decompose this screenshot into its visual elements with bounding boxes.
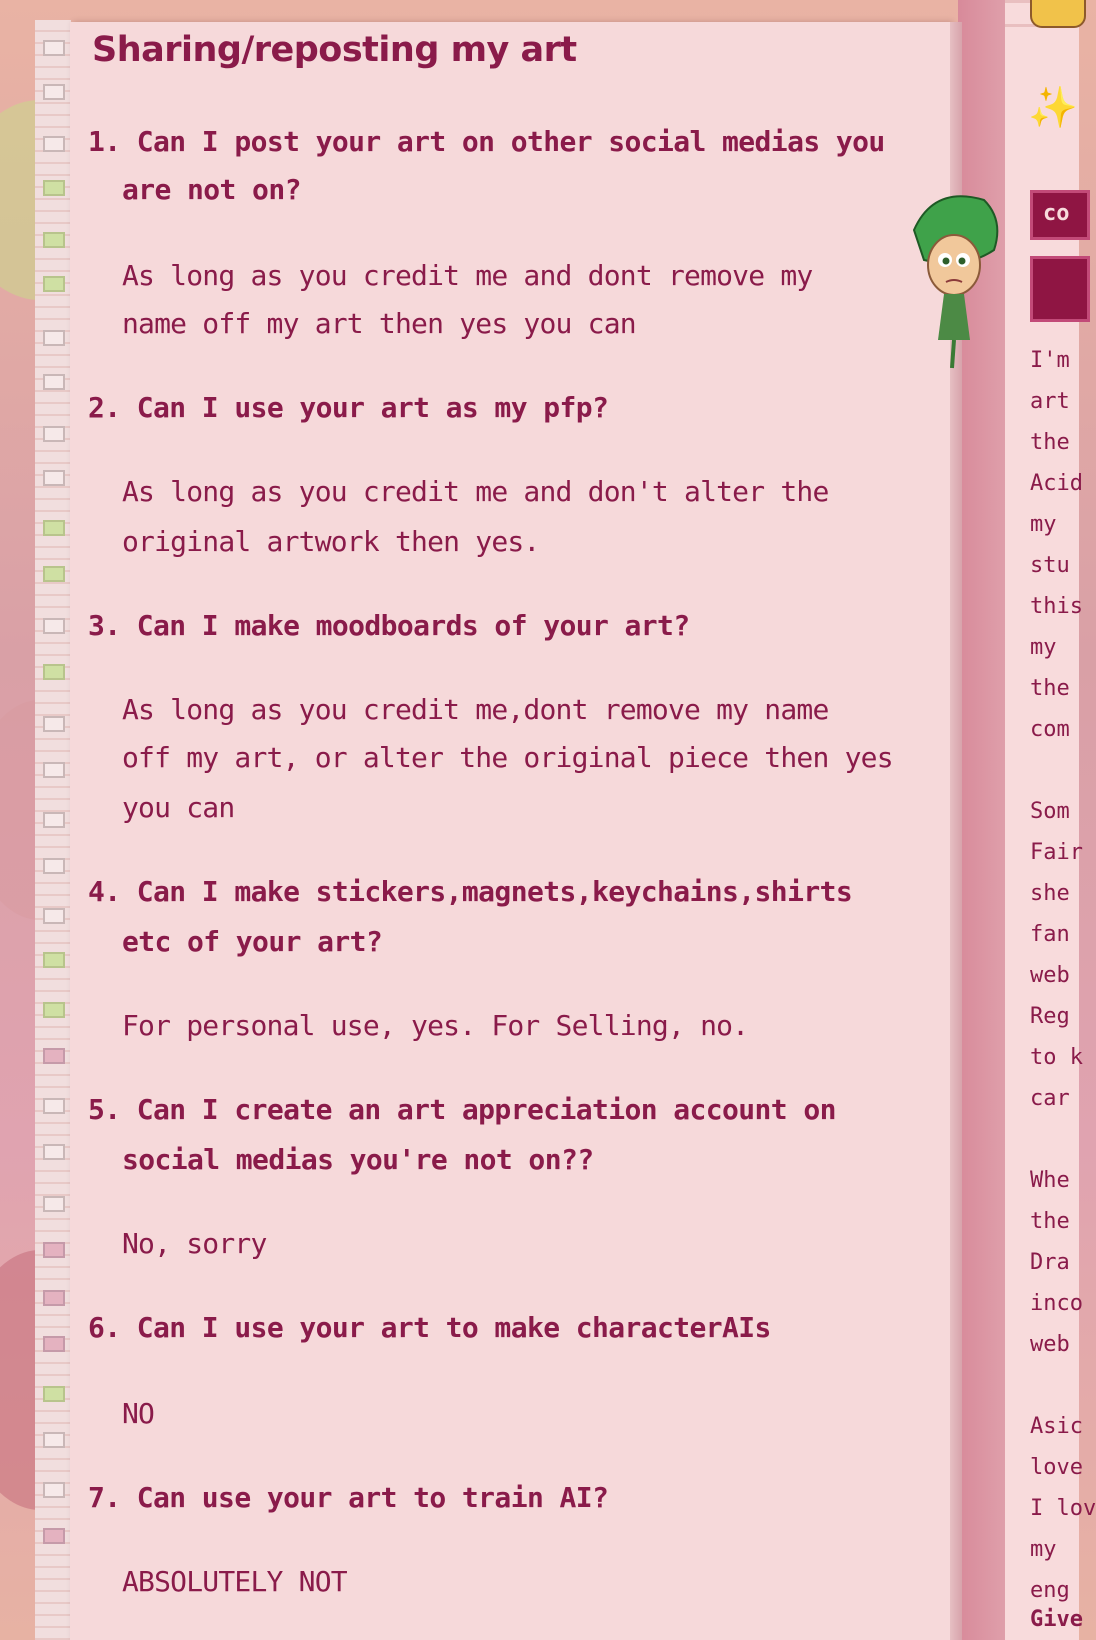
avatar-icon: [1030, 0, 1086, 28]
faq-question: [122, 166, 952, 214]
sidebar-text-line: art: [1030, 389, 1070, 414]
sidebar-text-line: web: [1030, 963, 1070, 988]
marker-tab: [43, 1048, 65, 1064]
sidebar-text-line: car: [1030, 1086, 1070, 1111]
sidebar-text-line: web: [1030, 1332, 1070, 1357]
faq-answer: [122, 518, 942, 566]
character-illustration: [904, 190, 1008, 370]
faq-question: [88, 1086, 918, 1134]
sidebar-text-line: stu: [1030, 553, 1070, 578]
marker-tab: [43, 1098, 65, 1114]
sidebar-text-line: Acid: [1030, 471, 1083, 496]
sidebar-text-line: I'm: [1030, 348, 1070, 373]
faq-question: [88, 868, 918, 916]
marker-tab: [43, 1290, 65, 1306]
answer-line: As long as you credit me and don't alter the: [122, 475, 829, 508]
sidebar-text-line: my: [1030, 512, 1057, 537]
sidebar-text-line: [1030, 1365, 1090, 1406]
faq-question: [122, 1136, 952, 1184]
sidebar-text-line: inco: [1030, 1291, 1083, 1316]
faq-answer: [122, 686, 942, 734]
sidebar-text-line: Whe: [1030, 1168, 1070, 1193]
marker-tab: [43, 1528, 65, 1544]
faq-question: [122, 918, 952, 966]
sidebar-text-line: she: [1030, 881, 1070, 906]
marker-tab: [43, 1336, 65, 1352]
faq-answer: [122, 1390, 942, 1438]
marker-tab: [43, 1144, 65, 1160]
answer-line: As long as you credit me and dont remove my: [122, 259, 813, 292]
sidebar-text-line: com: [1030, 717, 1070, 742]
marker-tab: [43, 812, 65, 828]
answer-line: you can: [122, 791, 235, 824]
sidebar-text-line: Dra: [1030, 1250, 1070, 1275]
faq-answer: [122, 300, 942, 348]
sidebar-text-line: this: [1030, 594, 1083, 619]
sidebar-text-line: I lov: [1030, 1496, 1096, 1521]
sidebar-text-line: [1030, 750, 1090, 791]
answer-line: original artwork then yes.: [122, 525, 540, 558]
sidebar-text-line: my: [1030, 635, 1057, 660]
sidebar-button-label: co: [1043, 201, 1070, 226]
faq-question: [88, 602, 918, 650]
sidebar-text-line: Asic: [1030, 1414, 1083, 1439]
question-line: etc of your art?: [122, 925, 383, 958]
marker-tab: [43, 232, 65, 248]
marker-tab: [43, 276, 65, 292]
sidebar-give-label: Give: [1030, 1607, 1083, 1632]
question-line: 5. Can I create an art appreciation account on: [88, 1093, 836, 1126]
marker-tab: [43, 1432, 65, 1448]
sidebar-text-line: the: [1030, 676, 1070, 701]
sparkles-icon: ✨: [1028, 85, 1078, 131]
marker-tab: [43, 136, 65, 152]
answer-line: off my art, or alter the original piece then yes: [122, 741, 893, 774]
faq-question: [88, 1304, 918, 1352]
faq-question: [88, 118, 918, 166]
faq-answer: [122, 1220, 942, 1268]
marker-tab: [43, 762, 65, 778]
sidebar-text-line: my: [1030, 1537, 1057, 1562]
question-line: 2. Can I use your art as my pfp?: [88, 391, 609, 424]
faq-question: [88, 384, 918, 432]
marker-tab: [43, 426, 65, 442]
answer-line: No, sorry: [122, 1227, 267, 1260]
marker-tab: [43, 618, 65, 634]
marker-tab: [43, 716, 65, 732]
marker-tab: [43, 374, 65, 390]
marker-tab: [43, 40, 65, 56]
question-line: 6. Can I use your art to make characterAIs: [88, 1311, 771, 1344]
sidebar-text: [1030, 340, 1096, 1611]
question-line: social medias you're not on??: [122, 1143, 594, 1176]
faq-answer: [122, 252, 942, 300]
sidebar-text-line: love: [1030, 1455, 1083, 1480]
question-line: 3. Can I make moodboards of your art?: [88, 609, 690, 642]
answer-line: As long as you credit me,dont remove my name: [122, 693, 829, 726]
sidebar-text-line: Fair: [1030, 840, 1083, 865]
question-line: are not on?: [122, 173, 301, 206]
sidebar-text-line: the: [1030, 430, 1070, 455]
faq-question: [88, 1474, 918, 1522]
question-line: 1. Can I post your art on other social medias you: [88, 125, 885, 158]
answer-line: name off my art then yes you can: [122, 307, 636, 340]
answer-line: For personal use, yes. For Selling, no.: [122, 1009, 749, 1042]
marker-tab: [43, 470, 65, 486]
sidebar-text-line: fan: [1030, 922, 1070, 947]
marker-tab: [43, 1196, 65, 1212]
sidebar-button[interactable]: [1030, 190, 1090, 240]
marker-tab: [43, 858, 65, 874]
sidebar-text-line: the: [1030, 1209, 1070, 1234]
marker-tab: [43, 84, 65, 100]
marker-tab: [43, 180, 65, 196]
marker-tab: [43, 1482, 65, 1498]
answer-line: ABSOLUTELY NOT: [122, 1565, 347, 1598]
answer-line: NO: [122, 1397, 155, 1430]
marker-tab: [43, 952, 65, 968]
sidebar-text-line: [1030, 1119, 1090, 1160]
marker-tab: [43, 908, 65, 924]
marker-tab: [43, 1386, 65, 1402]
faq-answer: [122, 1002, 942, 1050]
section-heading: Sharing/reposting my art: [92, 30, 577, 70]
question-line: 4. Can I make stickers,magnets,keychains,shirts: [88, 875, 853, 908]
sidebar-button-label: [1033, 259, 1087, 275]
marker-tab: [43, 566, 65, 582]
sidebar-text-line: Som: [1030, 799, 1070, 824]
marker-tab: [43, 664, 65, 680]
faq-answer: [122, 784, 942, 832]
faq-answer: [122, 734, 942, 782]
marker-tab: [43, 330, 65, 346]
faq-answer: [122, 1558, 942, 1606]
sidebar-button-2[interactable]: [1030, 256, 1090, 322]
marker-tab: [43, 1002, 65, 1018]
question-line: 7. Can use your art to train AI?: [88, 1481, 609, 1514]
sidebar-text-line: to k: [1030, 1045, 1083, 1070]
sidebar-text-line: Reg: [1030, 1004, 1070, 1029]
marker-tab: [43, 1242, 65, 1258]
sidebar-text-line: eng: [1030, 1578, 1070, 1603]
marker-tab: [43, 520, 65, 536]
faq-answer: [122, 468, 942, 516]
